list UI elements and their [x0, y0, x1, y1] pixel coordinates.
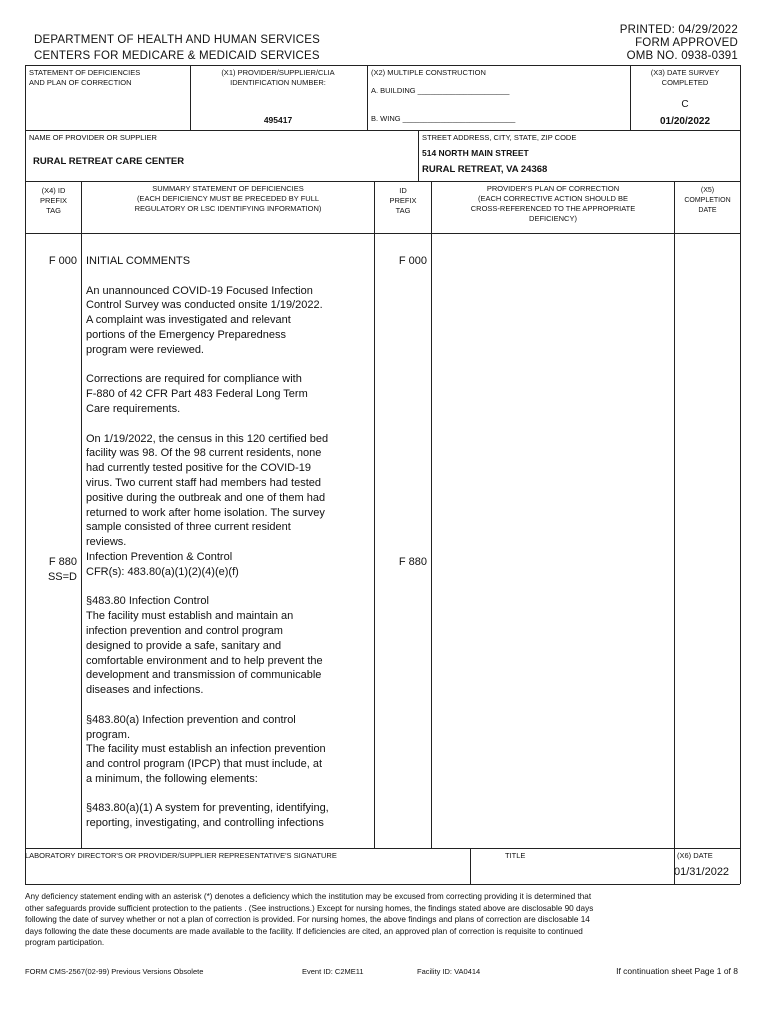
deficiency-summary	[86, 254, 372, 846]
col-summary-divider	[374, 181, 375, 848]
address-line1: 514 NORTH MAIN STREET	[422, 148, 529, 158]
form-approved: FORM APPROVED	[635, 37, 738, 49]
provider-name-label: NAME OF PROVIDER OR SUPPLIER	[29, 133, 157, 142]
col-header-id: ID PREFIX TAG	[389, 186, 417, 215]
survey-code: C	[681, 99, 689, 110]
disclosure-note: Any deficiency statement ending with an asterisk (*) denotes a deficiency which the institution may be excused from correcting providing it is determined that other safeguards provide sufficient protection to the patients . (See instructions.) Except for nursing homes, the findings stated above are disclosable 90 days following the date of survey whether or not a plan of correction is provided. For nursing homes, the above findings and plans of correction are disclosable 14 days following the date these documents are made available to the facility. If deficiencies are cited, an approved plan of correction is requisite to continued program participation.	[25, 892, 594, 947]
ipcp-paragraph: §483.80(a) Infection prevention and control program. The facility must establish an infection prevention and control program (IPCP) that must include, at a minimum, the following elements:	[86, 713, 326, 785]
col-header-x5: (X5) COMPLETION DATE	[684, 187, 731, 214]
agency-name: CENTERS FOR MEDICARE & MEDICAID SERVICES	[34, 50, 320, 62]
top-box-border	[25, 65, 740, 66]
f880-cfr: CFR(s): 483.80(a)(1)(2)(4)(e)(f)	[86, 565, 239, 578]
col-header-summary: SUMMARY STATEMENT OF DEFICIENCIES (EACH DEFICIENCY MUST BE PRECEDED BY FULL REGULATORY OR LSC IDENTIFYING INFORMATION)	[134, 184, 322, 213]
x2-building: A. BUILDING ______________________	[371, 86, 510, 95]
signature-label: LABORATORY DIRECTOR'S OR PROVIDER/SUPPLIER REPRESENTATIVE'S SIGNATURE	[25, 851, 337, 860]
facility-id: Facility ID: VA0414	[417, 967, 481, 976]
col-plan-divider	[674, 181, 675, 848]
x3-divider	[630, 65, 631, 130]
initial-comments-heading: INITIAL COMMENTS	[86, 255, 191, 267]
col-x4-divider	[81, 181, 82, 848]
right-border	[740, 65, 741, 884]
sig-title-divider	[470, 848, 471, 884]
tag-f880: F 880	[48, 556, 77, 568]
printed-date: PRINTED: 04/29/2022	[619, 24, 738, 36]
body-bottom-border	[25, 848, 740, 849]
x1-label: (X1) PROVIDER/SUPPLIER/CLIA IDENTIFICATION NUMBER:	[221, 68, 335, 87]
top-box-divider	[25, 130, 740, 131]
page-indicator: If continuation sheet Page 1 of 8	[616, 966, 738, 976]
tag-f000: F 000	[48, 255, 77, 267]
infection-control-paragraph: §483.80 Infection Control The facility must establish and maintain an infection prevention and control program designed to provide a safe, sanitary and comfortable environment and to help prevent the development and transmission of communicable diseases and infections.	[86, 595, 323, 697]
date-label: (X6) DATE	[677, 851, 713, 860]
id-tag-f000: F 000	[398, 255, 427, 267]
title-label: TITLE	[505, 851, 526, 860]
survey-intro-paragraph: An unannounced COVID-19 Focused Infection Control Survey was conducted onsite 1/19/2022. A complaint was investigated and relevant portions of the Emergency Preparedness program were reviewed.	[86, 284, 323, 356]
id-tag-f880: F 880	[398, 556, 427, 568]
form-number: FORM CMS-2567(02-99) Previous Versions Obsolete	[25, 967, 204, 976]
x2-label: (X2) MULTIPLE CONSTRUCTION	[371, 68, 486, 77]
provider-id: 495417	[263, 115, 293, 125]
statement-label: STATEMENT OF DEFICIENCIES AND PLAN OF CORRECTION	[29, 68, 141, 87]
corrections-paragraph: Corrections are required for compliance with F-880 of 42 CFR Part 483 Federal Long Term Care requirements.	[86, 373, 308, 415]
scope-severity: SS=D	[47, 571, 77, 583]
x3-label: (X3) DATE SURVEY COMPLETED	[650, 68, 720, 87]
address-label: STREET ADDRESS, CITY, STATE, ZIP CODE	[422, 133, 577, 142]
omb-number: OMB NO. 0938-0391	[626, 50, 738, 62]
col-id-divider	[431, 181, 432, 848]
x2-wing: B. WING ___________________________	[371, 114, 516, 123]
signature-date: 01/31/2022	[674, 866, 730, 878]
signature-bottom-border	[25, 884, 740, 885]
survey-date: 01/20/2022	[659, 116, 711, 127]
census-paragraph: On 1/19/2022, the census in this 120 certified bed facility was 98. Of the 98 current residents, none had currently tested positive for the COVID-19 virus. Two current staff had members had tested positive during the outbreak and one of them had returned to work after home isolation. The survey sample consisted of three current resident reviews.	[86, 432, 329, 549]
x1-divider	[190, 65, 191, 130]
column-header-top	[25, 181, 740, 182]
x2-divider	[367, 65, 368, 130]
col-header-plan: PROVIDER'S PLAN OF CORRECTION (EACH CORRECTIVE ACTION SHOULD BE CROSS-REFERENCED TO THE APPROPRIATE DEFICIENCY)	[470, 184, 636, 223]
provider-name: RURAL RETREAT CARE CENTER	[33, 156, 185, 167]
event-id: Event ID: C2ME11	[302, 967, 364, 976]
column-header-bottom	[25, 233, 740, 234]
system-paragraph: §483.80(a)(1) A system for preventing, identifying, reporting, investigating, and controlling infections	[86, 802, 329, 830]
col-header-x4: (X4) ID PREFIX TAG	[39, 186, 68, 215]
f880-title: Infection Prevention & Control	[86, 550, 233, 563]
department-name: DEPARTMENT OF HEALTH AND HUMAN SERVICES	[34, 34, 320, 46]
address-divider	[418, 130, 419, 181]
address-line2: RURAL RETREAT, VA 24368	[422, 164, 548, 175]
